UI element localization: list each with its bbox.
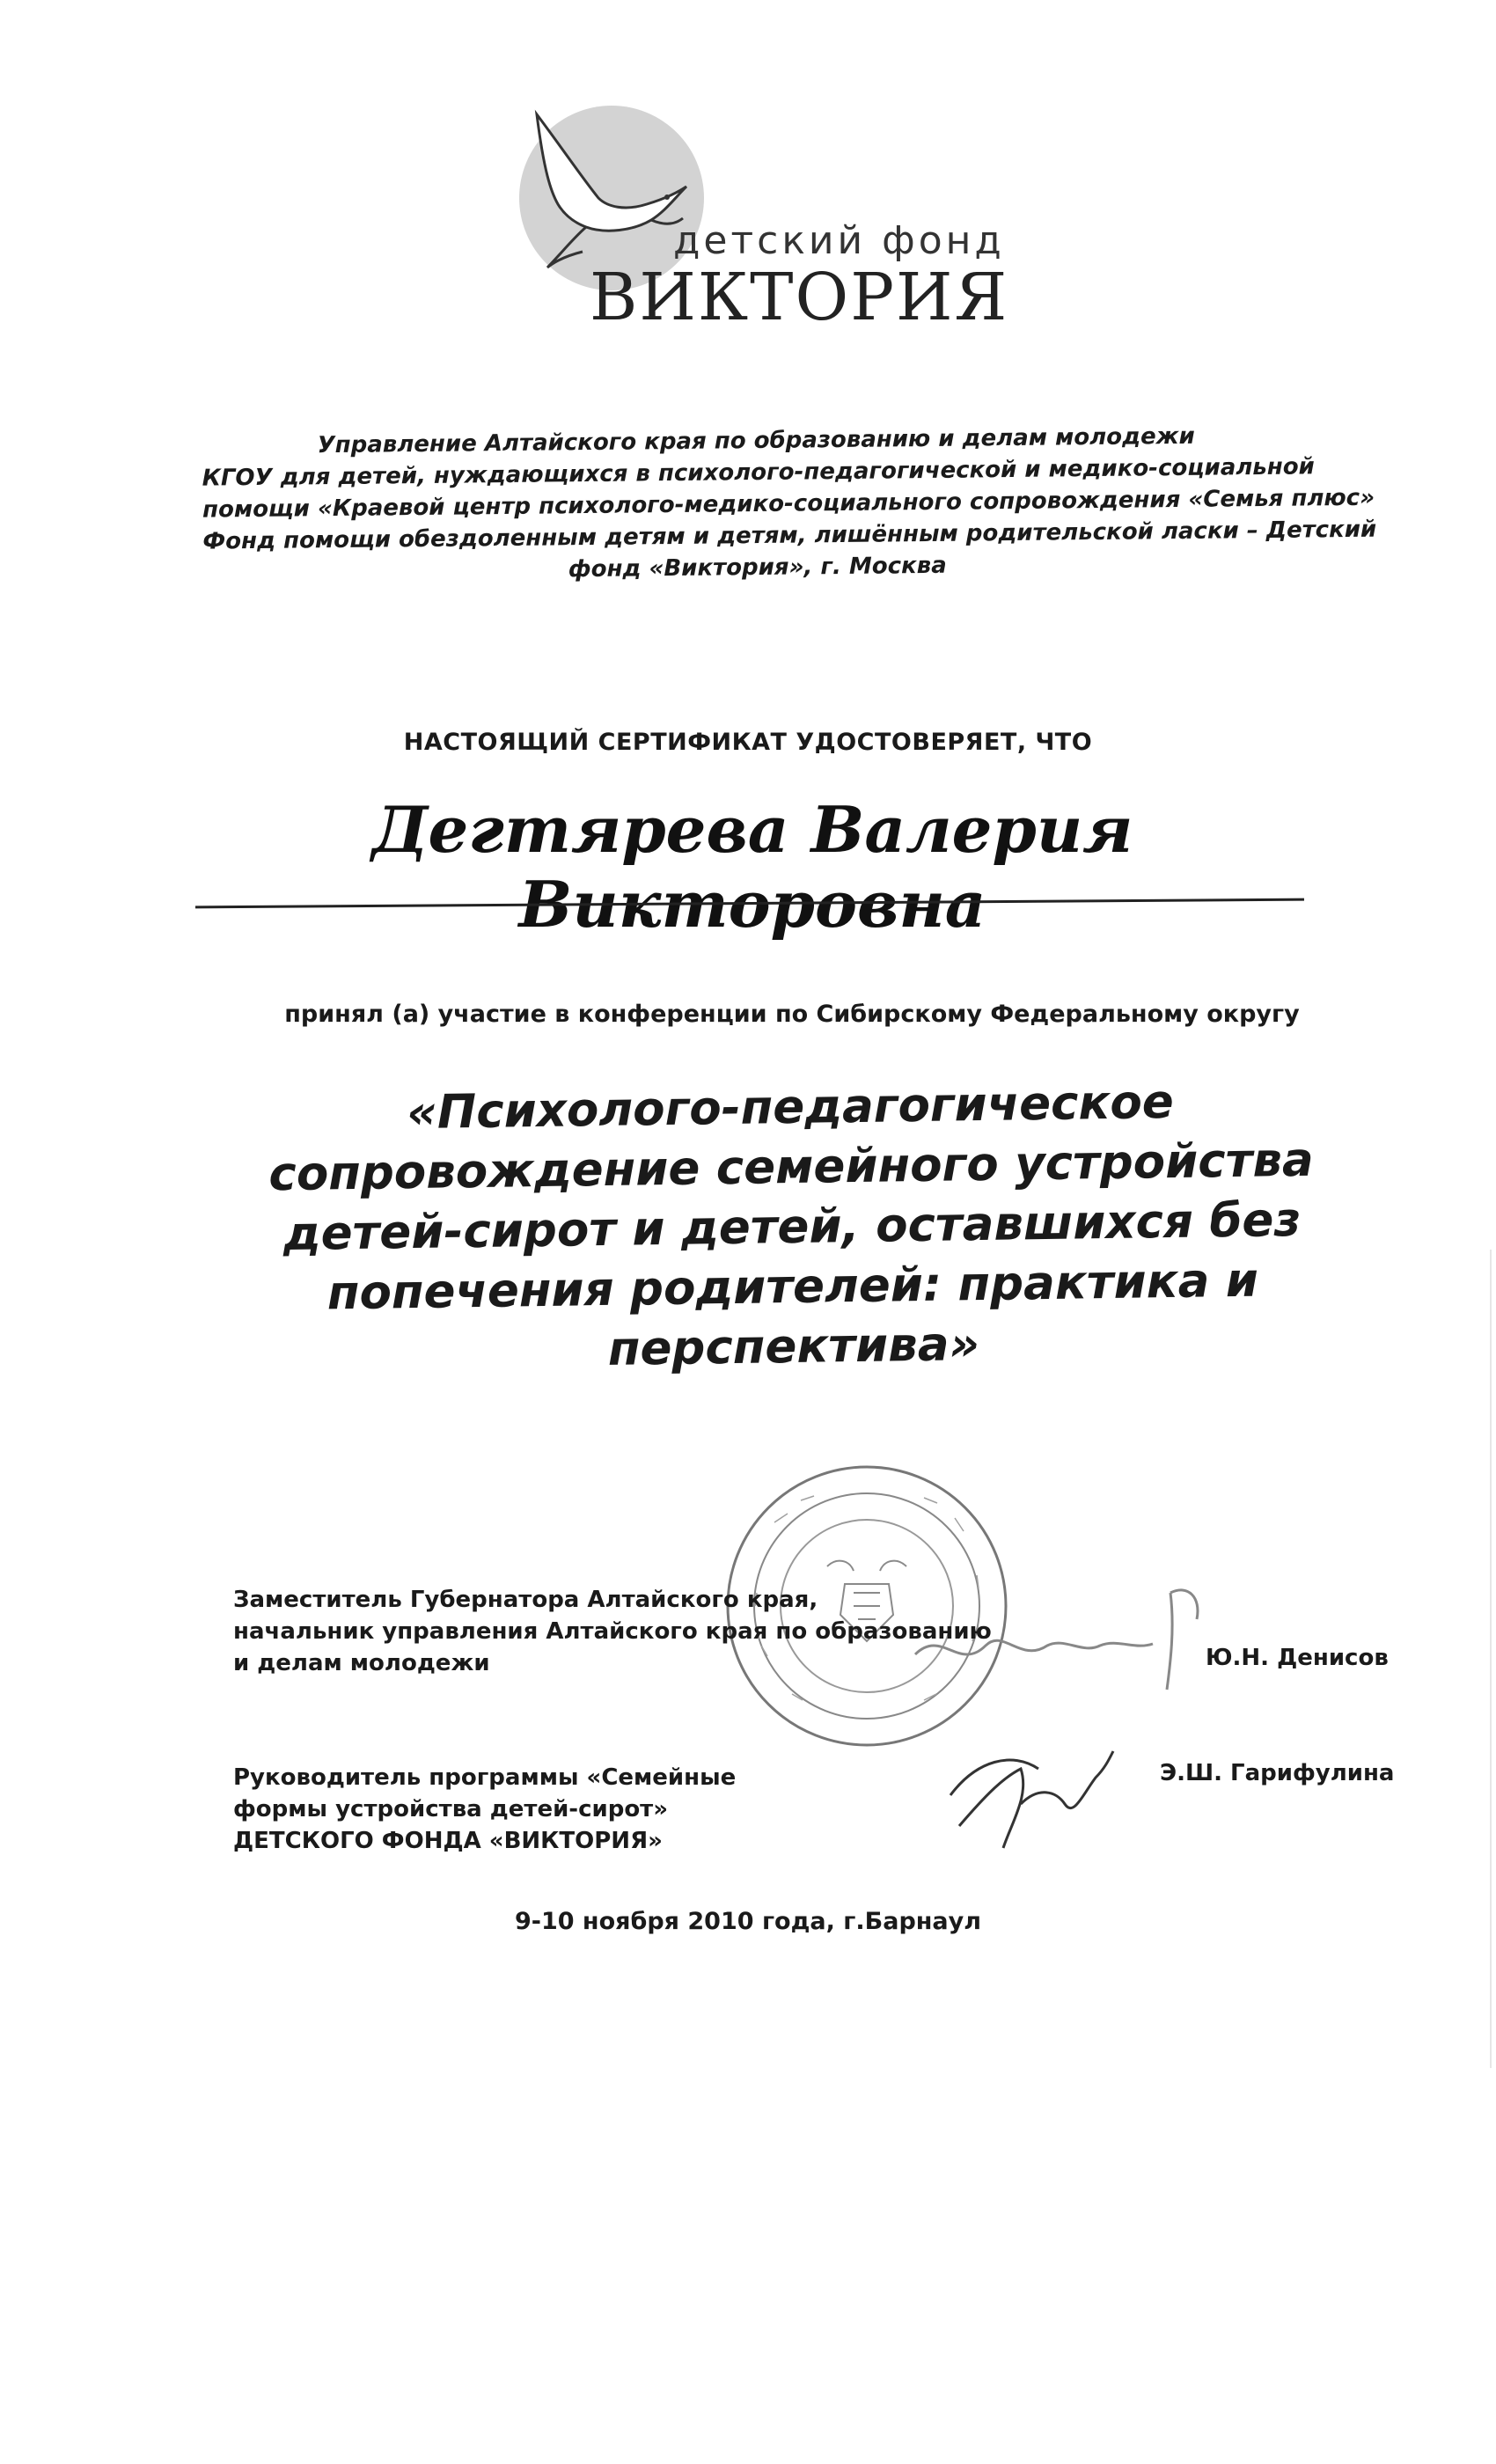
logo-subtitle: детский фонд — [673, 218, 1005, 263]
signatory-2-name: Э.Ш. Гарифулина — [1160, 1760, 1395, 1786]
conference-title-line: детей-сирот и детей, оставшихся без — [282, 1192, 1302, 1262]
date-and-place: 9-10 ноября 2010 года, г.Барнаул — [514, 1908, 982, 1935]
conference-title-line: «Психолого-педагогическое — [406, 1074, 1175, 1140]
signature-1 — [906, 1558, 1241, 1707]
header-line: КГОУ для детей, нуждающихся в психолого-педагогической и медико-социальной — [202, 453, 1315, 492]
signatory-title-line: начальник управления Алтайского края по образованию — [233, 1618, 992, 1645]
signatory-title-line: ДЕТСКОГО ФОНДА «ВИКТОРИЯ» — [233, 1828, 663, 1854]
logo-name: ВИКТОРИЯ — [590, 260, 1009, 335]
recipient-name: Дегтярева Валерия Викторовна — [371, 792, 1133, 942]
scan-edge — [1490, 1250, 1492, 2068]
signatory-title-line: Заместитель Губернатора Алтайского края, — [233, 1587, 818, 1613]
conference-title-line: сопровождение семейного устройства — [268, 1133, 1315, 1202]
victoria-fund-logo — [502, 88, 1009, 335]
participation-text: принял (а) участие в конференции по Сибирскому Федеральному округу — [284, 1001, 1300, 1028]
header-line: Управление Алтайского края по образованию и делам молодежи — [317, 422, 1195, 459]
certificate-lead: НАСТОЯЩИЙ СЕРТИФИКАТ УДОСТОВЕРЯЕТ, ЧТО — [403, 729, 1093, 756]
signatory-title-line: формы устройства детей-сирот» — [233, 1796, 669, 1822]
signatory-2-title — [233, 1762, 736, 1857]
signatory-title-line: и делам молодежи — [233, 1650, 490, 1676]
conference-title-line: попечения родителей: практика и — [326, 1253, 1259, 1321]
signatory-title-line: Руководитель программы «Семейные — [233, 1764, 737, 1791]
header-line: фонд «Виктория», г. Москва — [568, 552, 947, 583]
conference-title — [262, 1071, 1323, 1385]
conference-title-line: перспектива» — [607, 1317, 980, 1376]
issuer-header — [202, 419, 1377, 589]
signature-2 — [933, 1742, 1118, 1857]
signatory-1-name: Ю.Н. Денисов — [1206, 1645, 1389, 1671]
header-line: помощи «Краевой центр психолого-медико-социального сопровождения «Семья плюс» — [202, 484, 1375, 524]
header-line: Фонд помощи обездоленным детям и детям, лишённым родительской ласки – Детский — [202, 516, 1377, 555]
signatory-1-title — [233, 1584, 992, 1679]
